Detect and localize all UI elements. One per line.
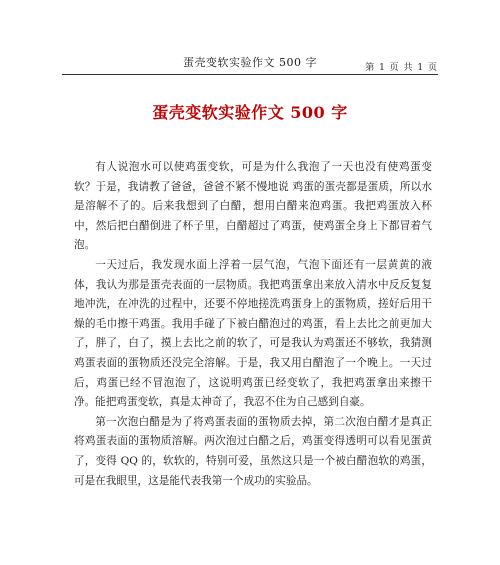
document-title: 蛋壳变软实验作文 500 字	[152, 103, 348, 122]
header-title: 蛋壳变软实验作文 500 字	[183, 56, 317, 69]
paragraph-2: 一天过后，我发现水面上浮着一层气泡，气泡下面还有一层黄黄的液体，我认为那是蛋壳表面的一层物质。我把鸡蛋拿出来放入清水中反反复复地冲洗，在冲洗的过程中，还要不停地搓洗鸡蛋身上的蛋物质，搓好后用干燥的毛巾擦干鸡蛋。我用手碰了下被白醋泡过的鸡蛋，看上去比之前更加大了，胖了，白了，摸上去比之前的软了，可是我认为鸡蛋还不够软，我猜测鸡蛋表面的蛋物质还没完全溶解。于是，我又用白醋泡了一个晚上。一天过后，鸡蛋已经不冒泡泡了，这说明鸡蛋已经变软了，我把鸡蛋拿出来擦干净。能把鸡蛋变软，真是太神奇了，我忍不住为自己感到自豪。	[74, 258, 432, 409]
paragraph-3: 第一次泡白醋是为了将鸡蛋表面的蛋物质去掉，第二次泡白醋才是真正将鸡蛋表面的蛋物质溶解。两次泡过白醋之后，鸡蛋变得透明可以看见蛋黄了，变得 QQ 的，软软的，特别可爱，虽然这只是一个被白醋泡软的鸡蛋，可是在我眼里，这是能代表我第一个成功的实验品。	[74, 415, 432, 487]
document-body	[74, 158, 432, 491]
page-number-info: 第 1 页 共 1 页	[365, 63, 438, 73]
paragraph-1: 有人说泡水可以使鸡蛋变软，可是为什么我泡了一天也没有使鸡蛋变软？于是，我请教了爸爸，爸爸不紧不慢地说 鸡蛋的蛋壳都是蛋质，所以水是溶解不了的。后来我想到了白醋，想用白醋来泡鸡蛋。我把鸡蛋放入杯中，然后把白醋倒进了杯子里，白醋超过了鸡蛋，使鸡蛋全身上下都冒着气泡。	[74, 161, 432, 252]
page-header	[62, 52, 438, 75]
